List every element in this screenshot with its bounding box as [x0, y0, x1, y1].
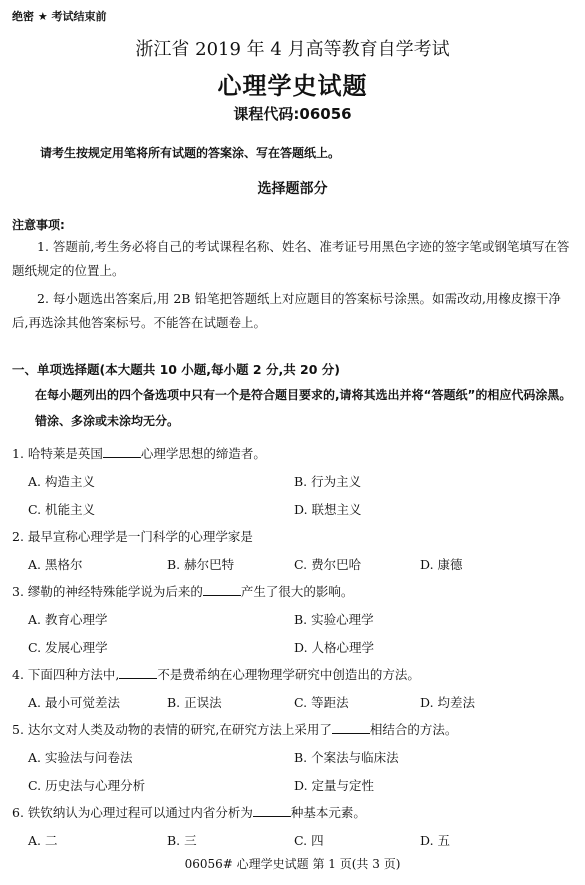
- option-a: A. 二: [28, 833, 58, 848]
- option-d: D. 定量与定性: [294, 778, 375, 793]
- question-text: 6. 铁钦纳认为心理过程可以通过内省分析为: [12, 805, 253, 820]
- option-b: B. 正误法: [167, 695, 222, 710]
- option-d: D. 均差法: [420, 695, 476, 710]
- exam-title: 浙江省 2019 年 4 月高等教育自学考试: [135, 39, 450, 60]
- section-instructions: 在每小题列出的四个备选项中只有一个是符合题目要求的,请将其选出并将“答题纸”的相应代码涂黑。错涂、多涂或未涂均无分。: [35, 388, 572, 428]
- option-c: C. 费尔巴哈: [294, 557, 362, 572]
- option-c: C. 历史法与心理分析: [28, 778, 146, 793]
- option-c: C. 四: [294, 833, 324, 848]
- option-a: A. 最小可觉差法: [28, 695, 120, 710]
- notice-item-2: 2. 每小题选出答案后,用 2B 铅笔把答题纸上对应题目的答案标号涂黑。如需改动,用橡皮擦干净后,再选涂其他答案标号。不能答在试题卷上。: [12, 291, 561, 330]
- notice-heading: 注意事项:: [12, 218, 65, 232]
- secret-label: 绝密 ★ 考试结束前: [12, 10, 107, 23]
- question-1: [12, 444, 266, 462]
- option-d: D. 联想主义: [294, 502, 362, 517]
- option-b: B. 赫尔巴特: [167, 557, 235, 572]
- answer-blank: [203, 583, 241, 596]
- question-6: [12, 803, 366, 821]
- answer-blank: [332, 721, 370, 734]
- option-d: D. 康德: [420, 557, 463, 572]
- question-2: [12, 527, 253, 545]
- question-text: 2. 最早宣称心理学是一门科学的心理学家是: [12, 529, 253, 544]
- option-d: D. 人格心理学: [294, 640, 375, 655]
- option-b: B. 个案法与临床法: [294, 750, 399, 765]
- question-text: 4. 下面四种方法中,: [12, 667, 120, 682]
- option-a: A. 构造主义: [28, 474, 95, 489]
- option-b: B. 实验心理学: [294, 612, 374, 627]
- question-text: 不是费希纳在心理物理学研究中创造出的方法。: [157, 667, 420, 682]
- subject-title: 心理学史试题: [217, 71, 368, 100]
- option-a: A. 教育心理学: [28, 612, 108, 627]
- answer-blank: [103, 445, 141, 458]
- question-3: [12, 582, 353, 600]
- option-a: A. 实验法与问卷法: [28, 750, 133, 765]
- option-c: C. 发展心理学: [28, 640, 108, 655]
- part-title: 选择题部分: [257, 181, 328, 197]
- question-5: [12, 720, 457, 738]
- question-text: 3. 缪勒的神经特殊能学说为后来的: [12, 584, 203, 599]
- option-b: B. 行为主义: [294, 474, 362, 489]
- option-c: C. 等距法: [294, 695, 349, 710]
- general-instruction: 请考生按规定用笔将所有试题的答案涂、写在答题纸上。: [40, 146, 341, 160]
- answer-blank: [119, 666, 157, 679]
- notice-item-1: 1. 答题前,考生务必将自己的考试课程名称、姓名、准考证号用黑色字迹的签字笔或钢笔填写在答题纸规定的位置上。: [12, 239, 570, 278]
- section-title: 一、单项选择题(本大题共 10 小题,每小题 2 分,共 20 分): [12, 362, 341, 377]
- option-b: B. 三: [167, 833, 197, 848]
- page-footer: 06056# 心理学史试题 第 1 页(共 3 页): [184, 857, 401, 871]
- course-code: 课程代码:06056: [233, 105, 352, 123]
- question-text: 1. 哈特莱是英国: [12, 446, 103, 461]
- option-c: C. 机能主义: [28, 502, 96, 517]
- question-4: [12, 665, 420, 683]
- option-a: A. 黑格尔: [28, 557, 83, 572]
- question-text: 产生了很大的影响。: [240, 584, 354, 599]
- option-d: D. 五: [420, 833, 451, 848]
- answer-blank: [253, 804, 291, 817]
- question-text: 种基本元素。: [290, 805, 366, 820]
- question-text: 5. 达尔文对人类及动物的表情的研究,在研究方法上采用了: [12, 722, 332, 737]
- question-text: 相结合的方法。: [369, 722, 458, 737]
- question-text: 心理学思想的缔造者。: [140, 446, 266, 461]
